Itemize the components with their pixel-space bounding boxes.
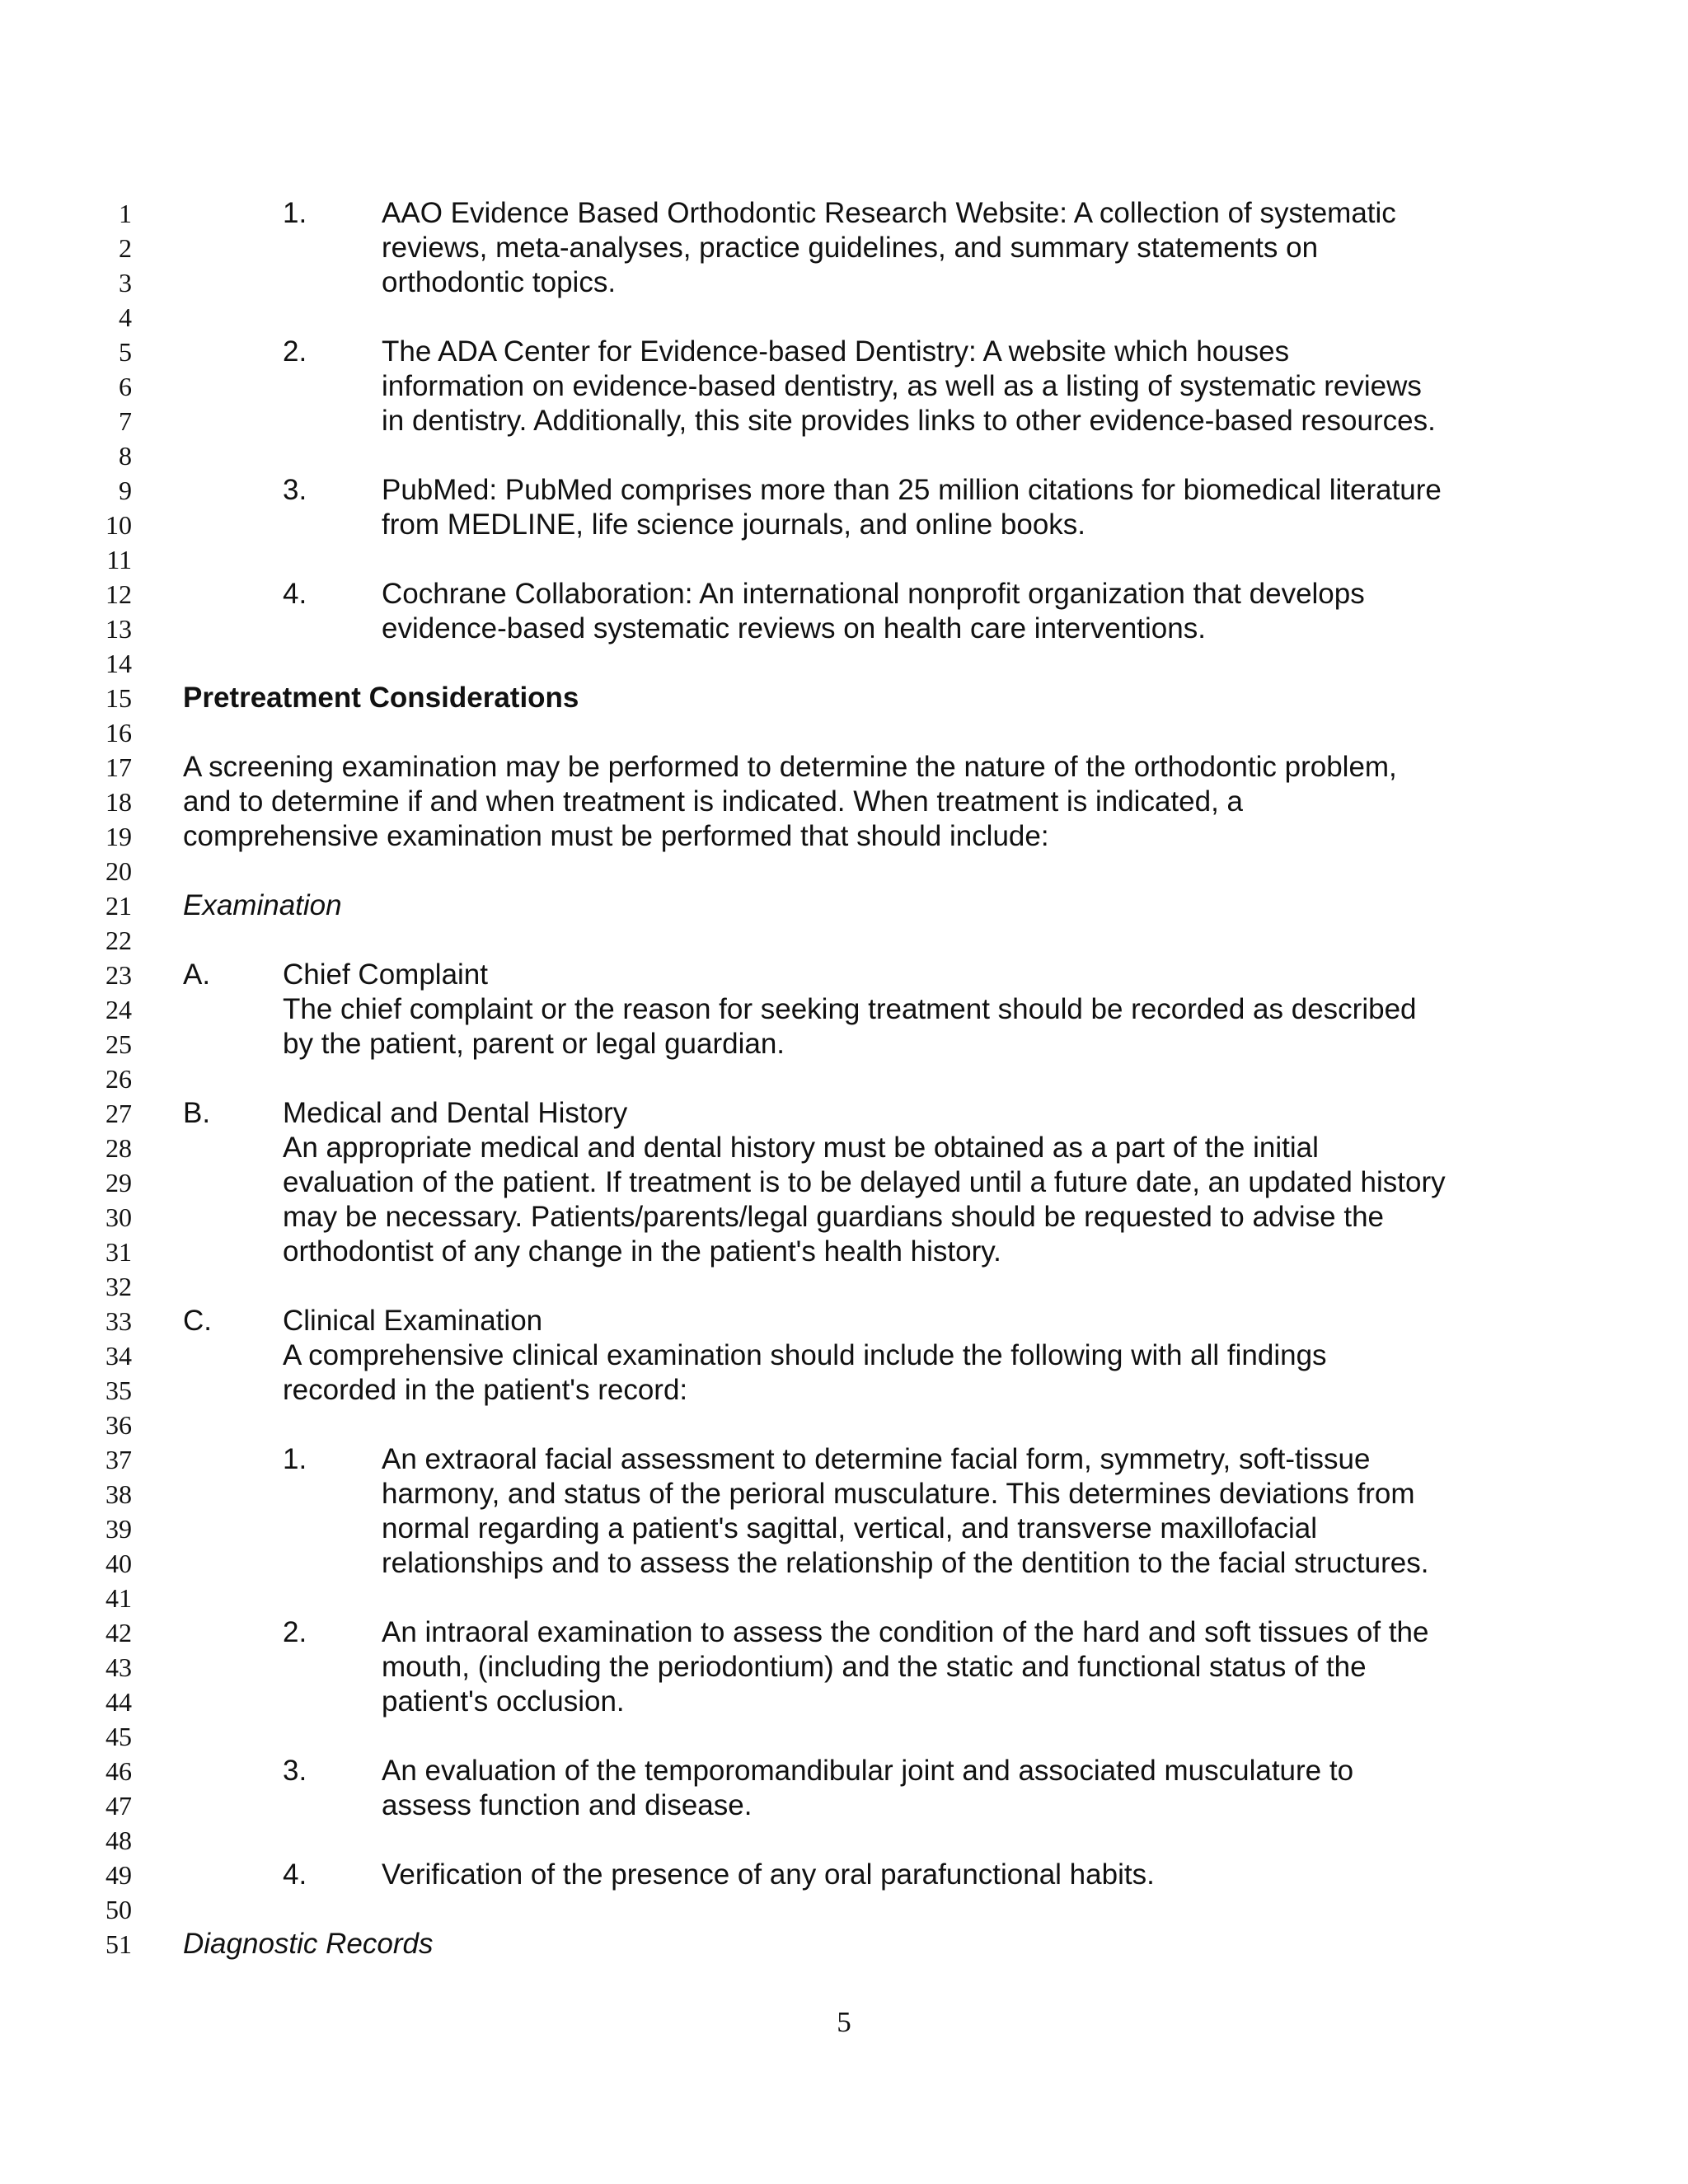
line-number: 22 xyxy=(106,926,132,955)
line-number: 12 xyxy=(106,579,132,609)
line-number: 42 xyxy=(106,1618,132,1647)
item-title: Chief Complaint xyxy=(283,958,488,991)
item-title: Clinical Examination xyxy=(283,1305,543,1337)
item-number: 2. xyxy=(283,335,307,368)
line-number: 24 xyxy=(106,995,132,1024)
item-text-line: An extraoral facial assessment to determine facial form, symmetry, soft-tissue xyxy=(382,1443,1371,1475)
item-number: 4. xyxy=(283,578,307,610)
item-text-line: An evaluation of the temporomandibular joint and associated musculature to xyxy=(382,1755,1354,1787)
page-number: 5 xyxy=(837,2006,851,2038)
line-number: 25 xyxy=(106,1029,132,1059)
line-number: 3 xyxy=(119,268,132,298)
item-text-line: orthodontic topics. xyxy=(382,266,617,298)
item-number: 1. xyxy=(283,197,307,229)
item-text-line: normal regarding a patient's sagittal, vertical, and transverse maxillofacial xyxy=(382,1512,1318,1544)
line-number: 50 xyxy=(106,1895,132,1924)
line-number: 5 xyxy=(119,337,132,367)
item-text-line: harmony, and status of the perioral musculature. This determines deviations from xyxy=(382,1478,1415,1510)
line-number: 46 xyxy=(106,1756,132,1786)
item-text-line: evaluation of the patient. If treatment is to be delayed until a future date, an updated history xyxy=(283,1166,1446,1198)
line-number: 28 xyxy=(106,1133,132,1163)
line-number: 13 xyxy=(106,614,132,644)
line-number: 6 xyxy=(119,372,132,401)
line-number: 51 xyxy=(106,1929,132,1959)
line-number: 37 xyxy=(106,1445,132,1474)
item-text-line: patient's occlusion. xyxy=(382,1685,625,1718)
line-number: 48 xyxy=(106,1825,132,1855)
line-number: 33 xyxy=(106,1306,132,1336)
line-number: 10 xyxy=(106,510,132,540)
line-number: 40 xyxy=(106,1549,132,1578)
item-letter: B. xyxy=(183,1097,211,1129)
line-number: 27 xyxy=(106,1099,132,1128)
line-number: 30 xyxy=(106,1202,132,1232)
item-text-line: The ADA Center for Evidence-based Dentistry: A website which houses xyxy=(382,335,1290,368)
line-number: 36 xyxy=(106,1410,132,1440)
item-text-line: orthodontist of any change in the patient's health history. xyxy=(283,1235,1001,1268)
line-number: 45 xyxy=(106,1722,132,1751)
line-number: 1 xyxy=(119,199,132,228)
line-number: 14 xyxy=(106,649,132,678)
line-number: 8 xyxy=(119,441,132,471)
examination-heading: Examination xyxy=(183,889,342,921)
item-text-line: in dentistry. Additionally, this site provides links to other evidence-based resources. xyxy=(382,405,1436,437)
item-text-line: evidence-based systematic reviews on health care interventions. xyxy=(382,612,1206,644)
diagnostic-records-heading: Diagnostic Records xyxy=(183,1928,434,1960)
item-number: 1. xyxy=(283,1443,307,1475)
item-number: 2. xyxy=(283,1616,307,1648)
item-text-line: An appropriate medical and dental history must be obtained as a part of the initial xyxy=(283,1132,1319,1164)
line-number: 31 xyxy=(106,1237,132,1267)
item-text-line: from MEDLINE, life science journals, and online books. xyxy=(382,509,1086,541)
line-number: 34 xyxy=(106,1341,132,1371)
line-number: 17 xyxy=(106,752,132,782)
line-number: 4 xyxy=(119,302,132,332)
item-text-line: AAO Evidence Based Orthodontic Research Website: A collection of systematic xyxy=(382,197,1396,229)
section-heading: Pretreatment Considerations xyxy=(183,682,579,714)
item-number: 3. xyxy=(283,1755,307,1787)
item-title: Medical and Dental History xyxy=(283,1097,628,1129)
line-number: 15 xyxy=(106,683,132,713)
line-number: 16 xyxy=(106,718,132,748)
item-text-line: mouth, (including the periodontium) and the static and functional status of the xyxy=(382,1651,1367,1683)
paragraph-line: comprehensive examination must be performed that should include: xyxy=(183,820,1049,852)
item-text-line: assess function and disease. xyxy=(382,1789,753,1821)
paragraph-line: and to determine if and when treatment is indicated. When treatment is indicated, a xyxy=(183,785,1243,818)
line-number: 7 xyxy=(119,406,132,436)
line-number: 11 xyxy=(106,545,132,574)
item-text-line: Verification of the presence of any oral parafunctional habits. xyxy=(382,1858,1155,1891)
line-number: 26 xyxy=(106,1064,132,1094)
item-text-line: Cochrane Collaboration: An international nonprofit organization that develops xyxy=(382,578,1365,610)
item-text-line: An intraoral examination to assess the condition of the hard and soft tissues of the xyxy=(382,1616,1429,1648)
line-number: 32 xyxy=(106,1272,132,1301)
item-text-line: A comprehensive clinical examination should include the following with all findings xyxy=(283,1339,1327,1371)
paragraph-line: A screening examination may be performed to determine the nature of the orthodontic problem, xyxy=(183,751,1397,783)
item-text-line: recorded in the patient's record: xyxy=(283,1374,688,1406)
item-text-line: information on evidence-based dentistry, as well as a listing of systematic reviews xyxy=(382,370,1422,402)
line-number: 2 xyxy=(119,233,132,263)
line-number: 39 xyxy=(106,1514,132,1544)
line-number: 20 xyxy=(106,856,132,886)
item-number: 3. xyxy=(283,474,307,506)
item-letter: C. xyxy=(183,1305,212,1337)
item-text-line: PubMed: PubMed comprises more than 25 million citations for biomedical literature xyxy=(382,474,1442,506)
item-text-line: reviews, meta-analyses, practice guidelines, and summary statements on xyxy=(382,232,1319,264)
line-number: 41 xyxy=(106,1583,132,1613)
line-number: 19 xyxy=(106,822,132,851)
item-text-line: may be necessary. Patients/parents/legal guardians should be requested to advise the xyxy=(283,1201,1385,1233)
line-number: 44 xyxy=(106,1687,132,1717)
line-number: 47 xyxy=(106,1791,132,1821)
line-number: 49 xyxy=(106,1860,132,1890)
line-number: 9 xyxy=(119,476,132,505)
item-text-line: relationships and to assess the relationship of the dentition to the facial structures. xyxy=(382,1547,1429,1579)
line-number: 21 xyxy=(106,891,132,921)
item-text-line: by the patient, parent or legal guardian. xyxy=(283,1028,785,1060)
line-number: 18 xyxy=(106,787,132,817)
item-number: 4. xyxy=(283,1858,307,1891)
item-text-line: The chief complaint or the reason for seeking treatment should be recorded as described xyxy=(283,993,1417,1025)
line-number: 43 xyxy=(106,1652,132,1682)
line-number: 23 xyxy=(106,960,132,990)
item-letter: A. xyxy=(183,958,211,991)
line-number: 38 xyxy=(106,1479,132,1509)
line-number: 29 xyxy=(106,1168,132,1197)
line-number: 35 xyxy=(106,1376,132,1405)
